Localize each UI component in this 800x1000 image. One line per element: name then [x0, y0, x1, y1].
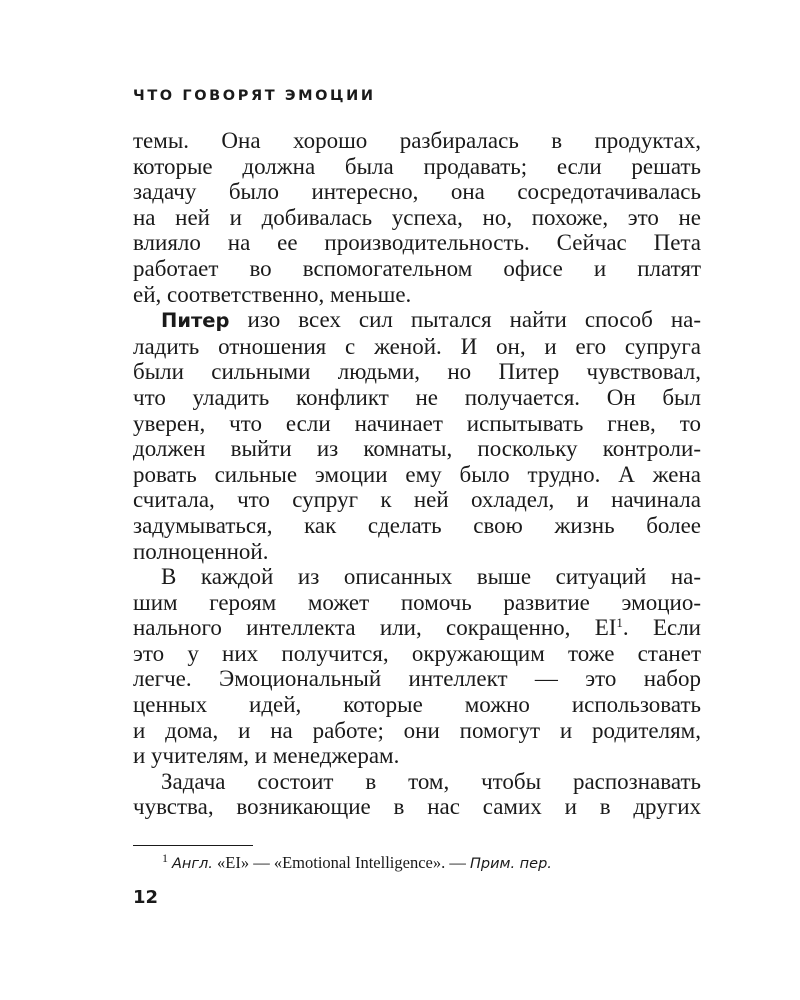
page-number: 12 [133, 887, 159, 908]
text-line: работает во вспомогательном офисе и платят [133, 255, 701, 281]
text-line: влияло на ее производительность. Сейчас Пета [133, 230, 701, 256]
text-fragment: изо всех сил пытался найти способ на- [229, 307, 701, 333]
text-line: были сильными людьми, но Питер чувствовал, [133, 359, 701, 385]
text-line: ей, соответственно, меньше. [133, 281, 412, 307]
footnote-marker: 1 [616, 615, 623, 631]
text-line: что уладить конфликт не получается. Он был [133, 384, 701, 410]
paragraph-3 [133, 564, 701, 769]
footnote-lead: Англ. [172, 856, 213, 872]
text-line: ладить отношения с женой. И он, и его супруга [133, 333, 701, 359]
text-fragment: нального интеллекта или, сокращенно, EI [133, 615, 617, 641]
text-line: полноценной. [133, 538, 269, 564]
text-line: легче. Эмоциональный интеллект — это набор [133, 666, 701, 692]
text-line: на ней и добивалась успеха, но, похоже, это не [133, 204, 701, 230]
person-name: Питер [161, 309, 230, 333]
text-line [133, 615, 701, 641]
text-line: считала, что супруг к ней охладел, и начинала [133, 487, 701, 513]
text-line: это у них получится, окружающим тоже станет [133, 640, 701, 666]
footnote-text: «EI» — «Emotional Intelligence». — [212, 853, 470, 872]
text-line: ценных идей, которые можно использовать [133, 692, 701, 718]
text-line: темы. Она хорошо разбиралась в продуктах, [133, 128, 701, 153]
paragraph-4 [133, 769, 701, 820]
text-line: ровать сильные эмоции ему было трудно. А жена [133, 461, 701, 487]
text-line: Задача состоит в том, чтобы распознавать [161, 768, 701, 794]
text-line: шим героям может помочь развитие эмоцио- [133, 589, 701, 615]
text-line: В каждой из описанных выше ситуаций на- [161, 564, 701, 590]
text-line: уверен, что если начинает испытывать гнев, то [133, 410, 701, 436]
text-line: и дома, и на работе; они помогут и родителям, [133, 717, 701, 743]
text-line: которые должна была продавать; если решать [133, 153, 701, 179]
footnote [162, 853, 552, 873]
footnote-note: Прим. пер. [469, 856, 552, 872]
text-line: чувства, возникающие в нас самих и в других [133, 794, 701, 820]
text-line: задачу было интересно, она сосредотачивалась [133, 179, 701, 205]
footnote-number: 1 [162, 851, 168, 865]
text-line [133, 307, 701, 334]
text-line: и учителям, и менеджерам. [133, 743, 400, 769]
text-line: задумываться, как сделать свою жизнь более [133, 512, 701, 538]
paragraph-2 [133, 307, 701, 564]
footnote-divider [133, 845, 253, 846]
paragraph-1 [133, 128, 701, 307]
body-text [133, 128, 701, 820]
text-line: должен выйти из комнаты, поскольку контроли- [133, 436, 701, 462]
text-fragment: . Если [622, 615, 701, 641]
running-head: ЧТО ГОВОРЯТ ЭМОЦИИ [133, 88, 376, 104]
